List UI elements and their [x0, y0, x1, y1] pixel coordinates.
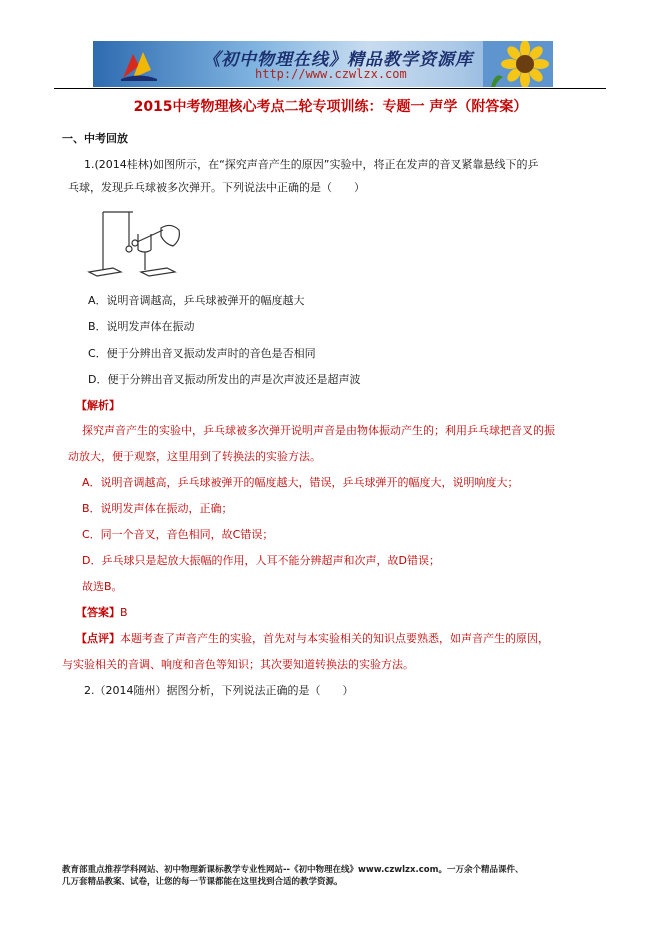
q1-comment-line-2: 与实验相关的音调、响度和音色等知识；其次要知道转换法的实验方法。	[62, 658, 414, 671]
site-logo-icon	[119, 46, 159, 82]
header-banner	[93, 41, 553, 87]
banner-title: 《初中物理在线》精品教学资源库	[203, 50, 473, 70]
q1-analysis-line-1: 探究声音产生的实验中，乒乓球被多次弹开说明声音是由物体振动产生的；利用乒乓球把音叉的振	[82, 424, 555, 437]
q1-answer-label: 【答案】	[76, 606, 120, 619]
q2-stem: 2.（2014随州）据图分析，下列说法正确的是（ ）	[84, 684, 354, 697]
tuning-fork-ping-pong-apparatus-icon	[85, 206, 185, 284]
q1-analysis-line-6: D．乒乓球只是起放大振幅的作用，人耳不能分辨超声和次声，故D错误；	[82, 554, 440, 567]
q1-option-a: A．说明音调越高，乒乓球被弹开的幅度越大	[88, 294, 305, 307]
q1-option-c: C．便于分辨出音叉振动发声时的音色是否相同	[88, 347, 316, 360]
q1-answer-value: B	[120, 606, 128, 619]
section-heading: 一、中考回放	[62, 132, 128, 145]
footer-line-1: 教育部重点推荐学科网站、初中物理新课标教学专业性网站--《初中物理在线》www.czwlzx.com。一万余个精品课件、	[62, 865, 524, 875]
q1-analysis-label: 【解析】	[76, 399, 120, 412]
sunflower-icon	[483, 41, 553, 87]
page-title: 2015中考物理核心考点二轮专项训练：专题一 声学（附答案）	[133, 99, 528, 115]
q1-stem-line-1: 1.(2014桂林)如图所示，在“探究声音产生的原因”实验中，将正在发声的音叉紧靠悬线下的乒	[84, 158, 539, 171]
q1-analysis-line-2: 动放大，便于观察，这里用到了转换法的实验方法。	[68, 450, 321, 463]
q1-comment-line-1: 本题考查了声音产生的实验，首先对与本实验相关的知识点要熟悉，如声音产生的原因，	[120, 632, 549, 645]
q1-analysis-line-7: 故选B。	[82, 580, 123, 593]
q1-option-d: D．便于分辨出音叉振动所发出的声是次声波还是超声波	[88, 373, 361, 386]
q1-analysis-line-3: A．说明音调越高，乒乓球被弹开的幅度越大，错误，乒乓球弹开的幅度大，说明响度大；	[82, 476, 519, 489]
q1-option-b: B．说明发声体在振动	[88, 320, 195, 333]
q1-comment	[76, 632, 549, 646]
q1-comment-label: 【点评】	[76, 632, 120, 645]
banner-url[interactable]: http://www.czwlzx.com	[255, 67, 407, 81]
q1-answer	[76, 606, 128, 620]
q1-stem-line-2: 乓球，发现乒乓球被多次弹开。下列说法中正确的是（ ）	[68, 181, 365, 194]
footer-line-2: 几万套精品教案、试卷，让您的每一节课都能在这里找到合适的教学资源。	[62, 877, 343, 887]
header-rule	[54, 88, 606, 89]
q1-analysis-line-5: C．同一个音叉，音色相同，故C错误；	[82, 528, 274, 541]
page-footer	[62, 864, 523, 888]
q1-analysis-line-4: B．说明发声体在振动，正确；	[82, 502, 233, 515]
